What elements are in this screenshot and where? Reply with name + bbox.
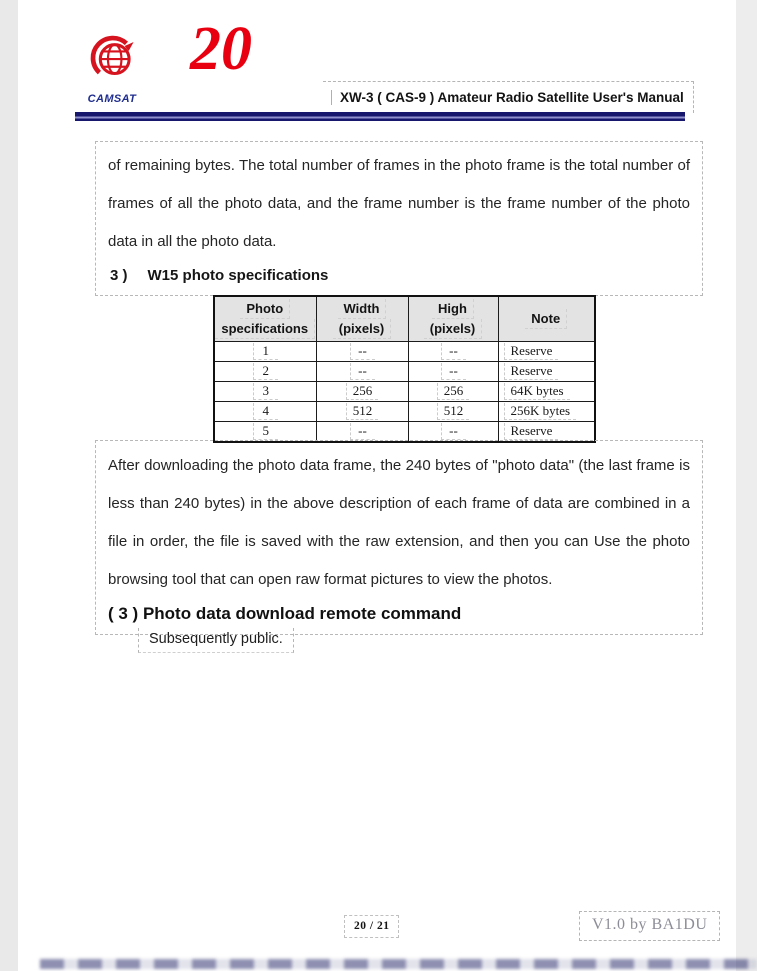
right-margin-strip — [736, 0, 757, 971]
after-paragraph: After downloading the photo data frame, the 240 bytes of "photo data" (the last frame is less than 240 bytes) in the above description of each frame of data are combined in a file in order, the file is saved with the raw extension, and then you can Use the photo browsing tool that can open raw format pictures to view the photos. — [108, 457, 690, 588]
table-cell: 4 — [253, 403, 278, 420]
table-cell: 1 — [253, 343, 278, 360]
text-block-intro — [95, 141, 703, 296]
table-cell: -- — [350, 423, 375, 440]
photo-spec-table — [213, 295, 596, 443]
note-line — [138, 630, 294, 648]
table-cell: 3 — [253, 383, 278, 400]
section-heading-photo-cmd: ( 3 ) Photo data download remote command — [108, 604, 462, 623]
version-label: V1.0 by BA1DU — [579, 911, 720, 941]
table-cell: -- — [441, 343, 466, 360]
table-cell: 256K bytes — [504, 403, 577, 420]
table-row — [214, 382, 595, 402]
table-cell: 256 — [346, 383, 379, 400]
table-row — [214, 362, 595, 382]
table-cell: 5 — [253, 423, 278, 440]
table-row — [214, 342, 595, 362]
globe-icon — [84, 33, 140, 87]
section-number: 3 ) — [110, 267, 128, 284]
section-title: W15 photo specifications — [147, 267, 329, 284]
section-heading-w15 — [110, 267, 690, 284]
chapter-number: 20 — [190, 15, 252, 83]
text-block-download — [95, 440, 703, 635]
table-cell: -- — [350, 343, 375, 360]
col-photo-specifications: Photo specifications — [214, 296, 316, 342]
manual-title: XW-3 ( CAS-9 ) Amateur Radio Satellite User's Manual — [331, 90, 684, 105]
table-cell: Reserve — [504, 343, 559, 360]
brand-label: CAMSAT — [87, 93, 137, 105]
col-high-pixels: High (pixels) — [408, 296, 498, 342]
table-cell: 2 — [253, 363, 278, 380]
table-cell: 512 — [437, 403, 470, 420]
table-cell: 64K bytes — [504, 383, 570, 400]
table-cell: -- — [350, 363, 375, 380]
table-cell: 512 — [346, 403, 379, 420]
left-margin-strip — [0, 0, 18, 971]
table-cell: Reserve — [504, 363, 559, 380]
table-cell: -- — [441, 423, 466, 440]
table-header-row — [214, 296, 595, 342]
camsat-logo — [82, 33, 142, 105]
bottom-rule — [40, 959, 757, 969]
table-cell: 256 — [437, 383, 470, 400]
manual-title-box — [323, 81, 694, 113]
table-row — [214, 402, 595, 422]
table-cell: -- — [441, 363, 466, 380]
page-indicator: 20 / 21 — [344, 915, 399, 938]
table-row — [214, 422, 595, 443]
header-rule — [75, 112, 685, 121]
note-text: Subsequently public. — [138, 628, 294, 653]
intro-paragraph: of remaining bytes. The total number of frames in the photo frame is the total number of frames of all the photo data, and the frame number is the frame number of the photo data in all the photo data. — [108, 157, 690, 250]
table-cell: Reserve — [504, 423, 559, 440]
col-note: Note — [498, 296, 595, 342]
col-width-pixels: Width (pixels) — [316, 296, 408, 342]
